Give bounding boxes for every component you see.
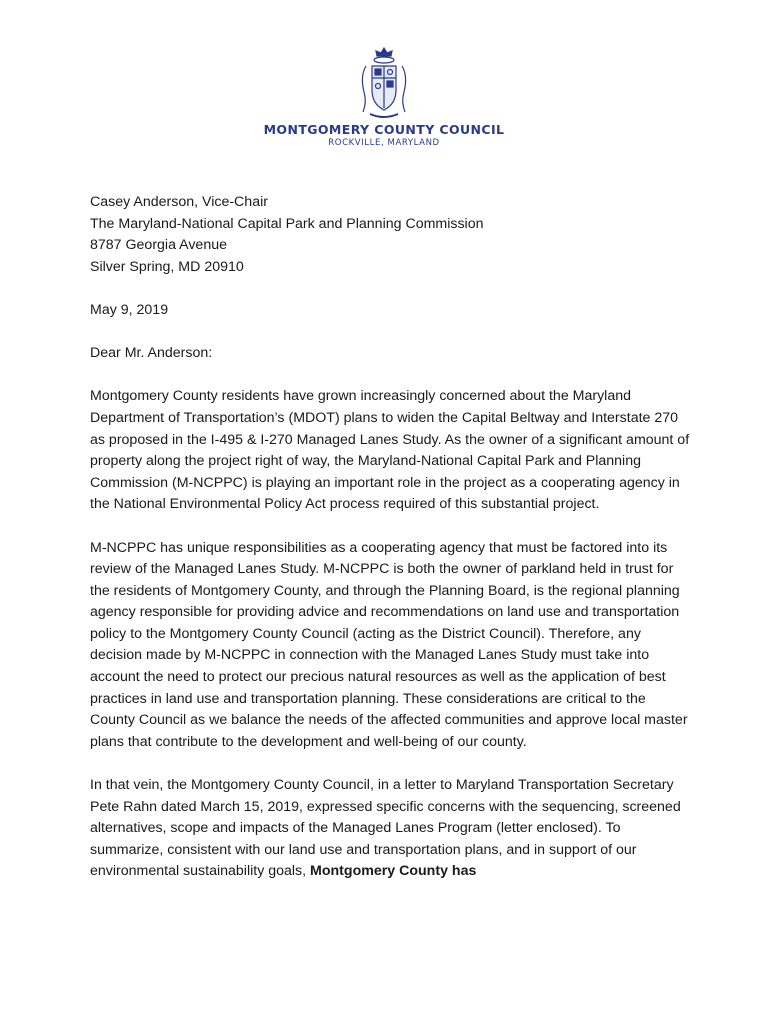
recipient-organization: The Maryland-National Capital Park and Planning Commission	[90, 215, 484, 232]
recipient-address	[90, 192, 690, 278]
recipient-city: Silver Spring, MD 20910	[90, 258, 244, 275]
county-seal-logo	[356, 44, 412, 124]
letter-body	[90, 192, 690, 905]
paragraph-3	[90, 775, 690, 883]
paragraph-3-text: In that vein, the Montgomery County Council, in a letter to Maryland Transportation Secretary Pete Rahn dated March 15, 2019, expressed specific concerns with the sequencing, screened alternatives, scope and impacts of the Managed Lanes Program (letter enclosed). To summarize, consistent with our land use and transportation plans, and in support of our environmental sustainability goals,	[90, 777, 681, 880]
recipient-street: 8787 Georgia Avenue	[90, 237, 227, 254]
salutation: Dear Mr. Anderson:	[90, 345, 213, 362]
paragraph-1: Montgomery County residents have grown increasingly concerned about the Maryland Department of Transportation’s (MDOT) plans to widen the Capital Beltway and Interstate 270 as proposed in the I-495 & I-270 Managed Lanes Study. As the owner of a significant amount of property along the project right of way, the Maryland-National Capital Park and Planning Commission (M-NCPPC) is playing an important role in the project as a cooperating agency in the National Environmental Policy Act process required of this substantial project.	[90, 388, 690, 513]
council-location: ROCKVILLE, MARYLAND	[328, 138, 440, 148]
letter-date: May 9, 2019	[90, 301, 169, 318]
paragraph-2: M-NCPPC has unique responsibilities as a cooperating agency that must be factored into its review of the Managed Lanes Study. M-NCPPC is both the owner of parkland held in trust for the residents of Montgomery County, and through the Planning Board, is the regional planning agency responsible for providing advice and recommendations on land use and transportation policy to the Montgomery County Council (acting as the District Council). Therefore, any decision made by M-NCPPC in connection with the Managed Lanes Study must take into account the need to protect our precious natural resources as well as the application of best practices in land use and transportation planning. These considerations are critical to the County Council as we balance the needs of the affected communities and approve local master plans that contribute to the development and well-being of our county.	[90, 539, 688, 750]
recipient-name: Casey Anderson, Vice-Chair	[90, 194, 268, 210]
council-name: MONTGOMERY COUNTY COUNCIL	[263, 122, 505, 137]
paragraph-3-bold: Montgomery County has	[310, 863, 477, 880]
